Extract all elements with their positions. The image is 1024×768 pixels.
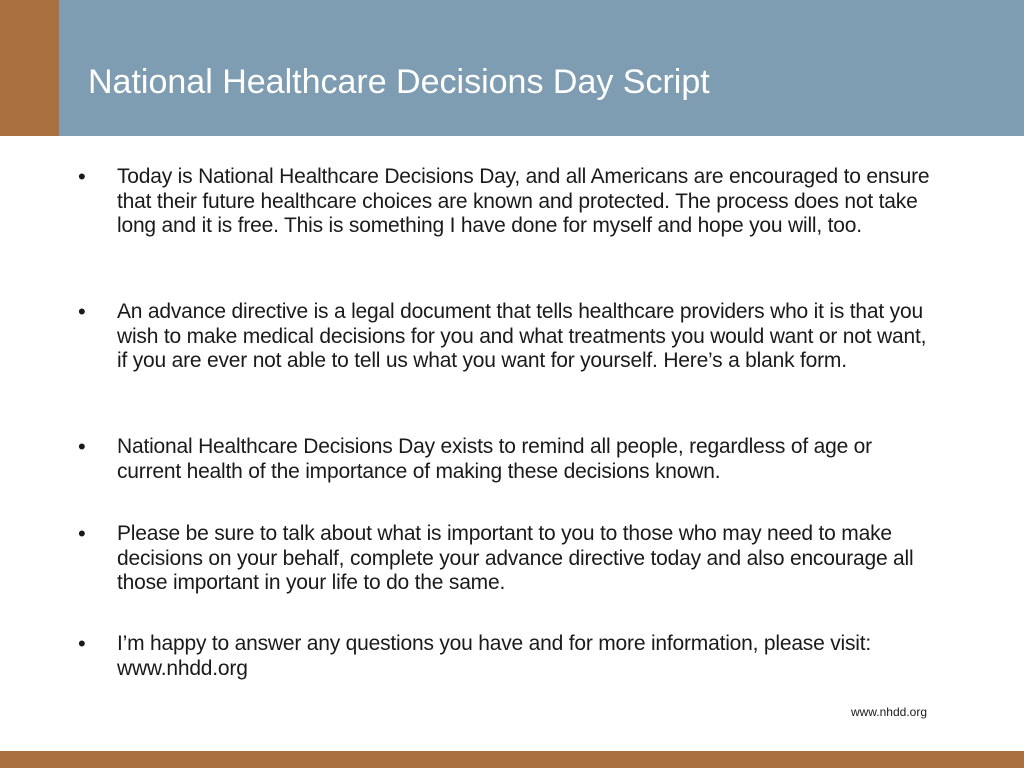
bottom-accent-bar [0,751,1024,768]
bullet-marker: • [78,164,86,189]
bullet-text: I’m happy to answer any questions you have and for more information, please visit: www.nhdd.org [117,632,872,680]
footer-url: www.nhdd.org [850,705,927,719]
bullet-marker: • [78,631,86,656]
bullet-marker: • [78,434,86,459]
bullet-marker: • [78,299,86,324]
bullet-text: Please be sure to talk about what is important to you to those who may need to make decisions on your behalf, complete your advance directive today and also encourage all those important in your life to do the same. [117,522,914,594]
bullet-text: National Healthcare Decisions Day exists to remind all people, regardless of age or current health of the importance of making these decisions known. [117,435,872,483]
bullet-text: Today is National Healthcare Decisions Day, and all Americans are encouraged to ensure that their future healthcare choices are known and protected. The process does not take long and it is free. This is something I have done for myself and hope you will, too. [117,165,930,237]
bullet-text: An advance directive is a legal document that tells healthcare providers who it is that you wish to make medical decisions for you and what treatments you would want or not want, if you are ever not able to tell us what you want for yourself. Here’s a blank form. [117,300,927,372]
slide-title: National Healthcare Decisions Day Script [88,63,710,101]
bullet-marker: • [78,521,86,546]
